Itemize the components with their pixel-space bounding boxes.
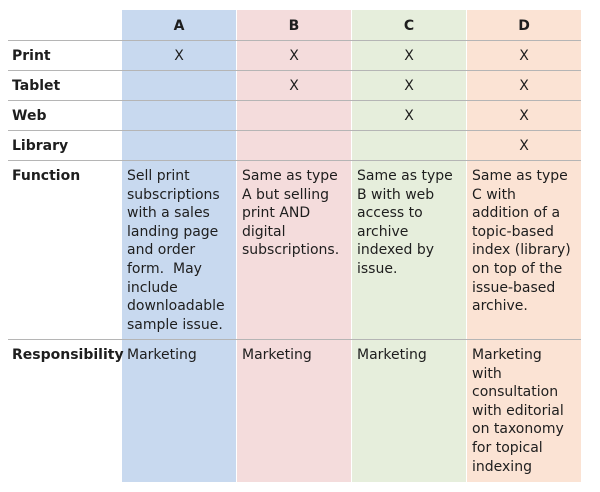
cell-line: and order bbox=[127, 242, 196, 259]
cell-line: Marketing bbox=[242, 347, 312, 363]
cell-line: archive. bbox=[472, 298, 528, 315]
function-cell-b bbox=[242, 167, 346, 260]
tablet-mark-d: X bbox=[519, 78, 529, 94]
row-label-print: Print bbox=[12, 48, 51, 64]
cell-line: Sell print bbox=[127, 168, 190, 184]
responsibility-cell-b bbox=[242, 346, 346, 365]
responsibility-cell-a bbox=[127, 346, 231, 365]
column-header-c: C bbox=[403, 18, 415, 34]
row-divider bbox=[8, 40, 581, 41]
cell-line: downloadable bbox=[127, 298, 225, 315]
web-mark-d: X bbox=[519, 108, 529, 124]
cell-line: Same as type bbox=[242, 168, 338, 184]
responsibility-cell-c bbox=[357, 346, 461, 365]
print-mark-d: X bbox=[519, 48, 529, 64]
cell-line: digital bbox=[242, 223, 286, 240]
cell-line: A but selling bbox=[242, 186, 330, 203]
tablet-mark-c: X bbox=[404, 78, 414, 94]
cell-line: index (library) bbox=[472, 242, 571, 259]
row-label-web: Web bbox=[12, 108, 47, 124]
function-cell-d bbox=[472, 167, 576, 316]
cell-line: Same as type bbox=[357, 168, 453, 184]
print-mark-b: X bbox=[289, 48, 299, 64]
column-header-d: D bbox=[518, 18, 530, 34]
cell-line: issue. bbox=[357, 260, 398, 277]
cell-line: on top of the bbox=[472, 260, 563, 277]
row-divider bbox=[8, 160, 581, 161]
function-cell-c bbox=[357, 167, 461, 279]
cell-line: subscriptions. bbox=[242, 242, 340, 259]
cell-line: with bbox=[472, 365, 502, 382]
cell-line: consultation bbox=[472, 384, 559, 401]
row-label-function: Function bbox=[12, 168, 81, 184]
cell-line: Same as type bbox=[472, 168, 568, 184]
row-divider bbox=[8, 70, 581, 71]
cell-line: indexing bbox=[472, 458, 532, 475]
row-divider bbox=[8, 339, 581, 340]
cell-line: C with bbox=[472, 186, 516, 203]
cell-line: Marketing bbox=[127, 347, 197, 363]
cell-line: for topical bbox=[472, 439, 543, 456]
cell-line: indexed by bbox=[357, 242, 434, 259]
cell-line: access to bbox=[357, 205, 423, 222]
cell-line: archive bbox=[357, 223, 409, 240]
cell-line: addition of a bbox=[472, 205, 561, 222]
cell-line: with editorial bbox=[472, 402, 564, 419]
cell-line: topic-based bbox=[472, 223, 554, 240]
cell-line: Marketing bbox=[472, 347, 542, 363]
cell-line: issue-based bbox=[472, 279, 556, 296]
responsibility-cell-d bbox=[472, 346, 576, 476]
cell-line: with a sales bbox=[127, 205, 210, 222]
row-divider bbox=[8, 100, 581, 101]
column-header-b: B bbox=[288, 18, 300, 34]
cell-line: B with web bbox=[357, 186, 435, 203]
cell-line: print AND bbox=[242, 205, 311, 222]
print-mark-c: X bbox=[404, 48, 414, 64]
row-label-tablet: Tablet bbox=[12, 78, 61, 94]
row-divider bbox=[8, 130, 581, 131]
tablet-mark-b: X bbox=[289, 78, 299, 94]
cell-line: form. May bbox=[127, 260, 202, 277]
cell-line: sample issue. bbox=[127, 316, 223, 333]
function-cell-a bbox=[127, 167, 231, 334]
column-header-a: A bbox=[173, 18, 185, 34]
cell-line: landing page bbox=[127, 223, 219, 240]
row-label-library: Library bbox=[12, 138, 69, 154]
web-mark-c: X bbox=[404, 108, 414, 124]
row-label-responsibility: Responsibility bbox=[12, 347, 124, 363]
cell-line: on taxonomy bbox=[472, 421, 564, 438]
library-mark-d: X bbox=[519, 138, 529, 154]
cell-line: include bbox=[127, 279, 178, 296]
print-mark-a: X bbox=[174, 48, 184, 64]
cell-line: Marketing bbox=[357, 347, 427, 363]
cell-line: subscriptions bbox=[127, 186, 220, 203]
